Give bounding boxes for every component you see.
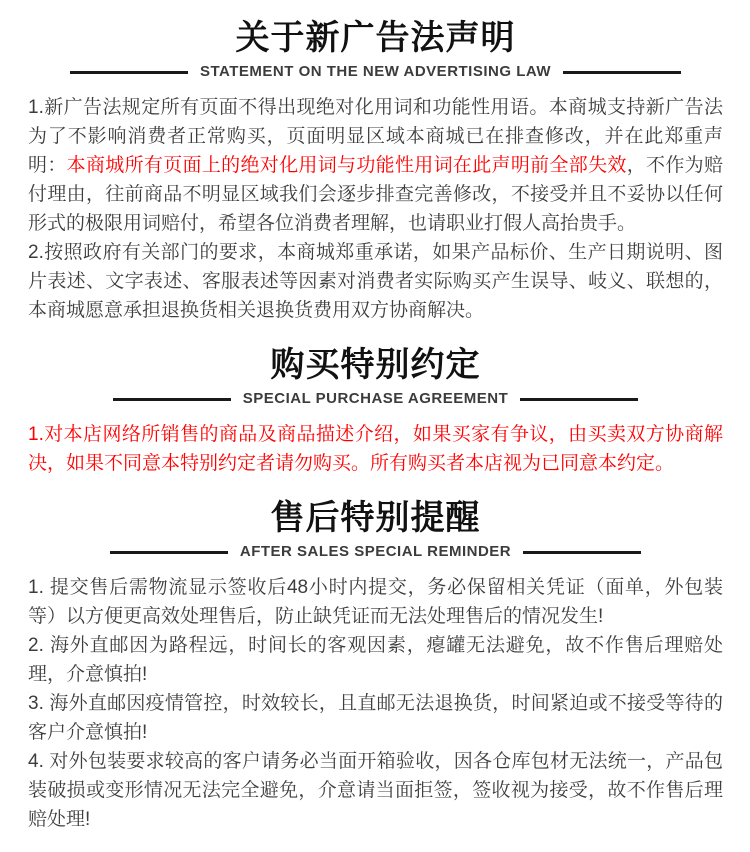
purchase-agreement-title: 购买特别约定 [270,346,481,384]
paragraph-1-text-end: ，不作为赔付理由，往前商品不明显区域我们会逐步排查完善修改，不接受并且不妥协以任何形式的极限用词赔付，希望各位消费者理解，也请职业打假人高抬贵手。 [28,155,723,234]
purchase-agreement-paragraph: 1.对本店网络所销售的商品及商品描述介绍，如果买家有争议，由买卖双方协商解决，如果不同意本特别约定者请勿购买。所有购买者本店视为已同意本约定。 [28,424,723,474]
after-sales-item-3: 3. 海外直邮因疫情管控，时效较长，且直邮无法退换货，时间紧迫或不接受等待的客户介意慎拍! [28,693,723,743]
after-sales-item-2: 2. 海外直邮因为路程远，时间长的客观因素，瘪罐无法避免，故不作售后理赔处理，介意慎拍! [28,635,723,685]
paragraph-1-text-start: 1.新广告法规定所有页面不得出现绝对化用词和功能性用语。本商城支持新广告法为了不影响消费者正常购买，页面明显区域本商城已在排查修改，并在此郑重声明： [28,97,723,176]
heading-rule-right [563,71,681,74]
heading-rule-right [523,551,641,554]
after-sales-title: 售后特别提醒 [270,499,481,537]
paragraph-1-red-highlight: 本商城所有页面上的绝对化用词与功能性用词在此声明前全部失效 [66,155,627,176]
after-sales-item-1: 1. 提交售后需物流显示签收后48小时内提交，务必保留相关凭证（面单，外包装等）以方便更高效处理售后，防止缺凭证而无法处理售后的情况发生! [28,577,723,627]
advertising-law-paragraph-1 [28,93,723,238]
after-sales-item-4: 4. 对外包装要求较高的客户请务必当面开箱验收，因各仓库包材无法统一，产品包装破损或变形情况无法完全避免，介意请当面拒签，签收视为接受，故不作售后理赔处理! [28,751,723,830]
section-advertising-law [28,18,723,325]
advertising-law-subtitle [28,63,723,81]
purchase-agreement-subtitle [28,390,723,408]
heading-rule-left [70,71,188,74]
section-purchase-agreement [28,345,723,478]
heading-rule-left [110,551,228,554]
heading-rule-left [113,398,231,401]
advertising-law-subtitle-text: STATEMENT ON THE NEW ADVERTISING LAW [199,63,552,80]
after-sales-subtitle-text: AFTER SALES SPECIAL REMINDER [239,543,512,560]
heading-rule-right [520,398,638,401]
after-sales-subtitle [28,543,723,561]
advertising-law-title: 关于新广告法声明 [235,19,516,57]
advertising-law-paragraph-2: 2.按照政府有关部门的要求，本商城郑重承诺，如果产品标价、生产日期说明、图片表述、文字表述、客服表述等因素对消费者实际购买产生误导、岐义、联想的，本商城愿意承担退换货相关退换货费用双方协商解决。 [28,242,723,321]
purchase-agreement-subtitle-text: SPECIAL PURCHASE AGREEMENT [242,390,509,407]
section-after-sales-reminder [28,498,723,834]
